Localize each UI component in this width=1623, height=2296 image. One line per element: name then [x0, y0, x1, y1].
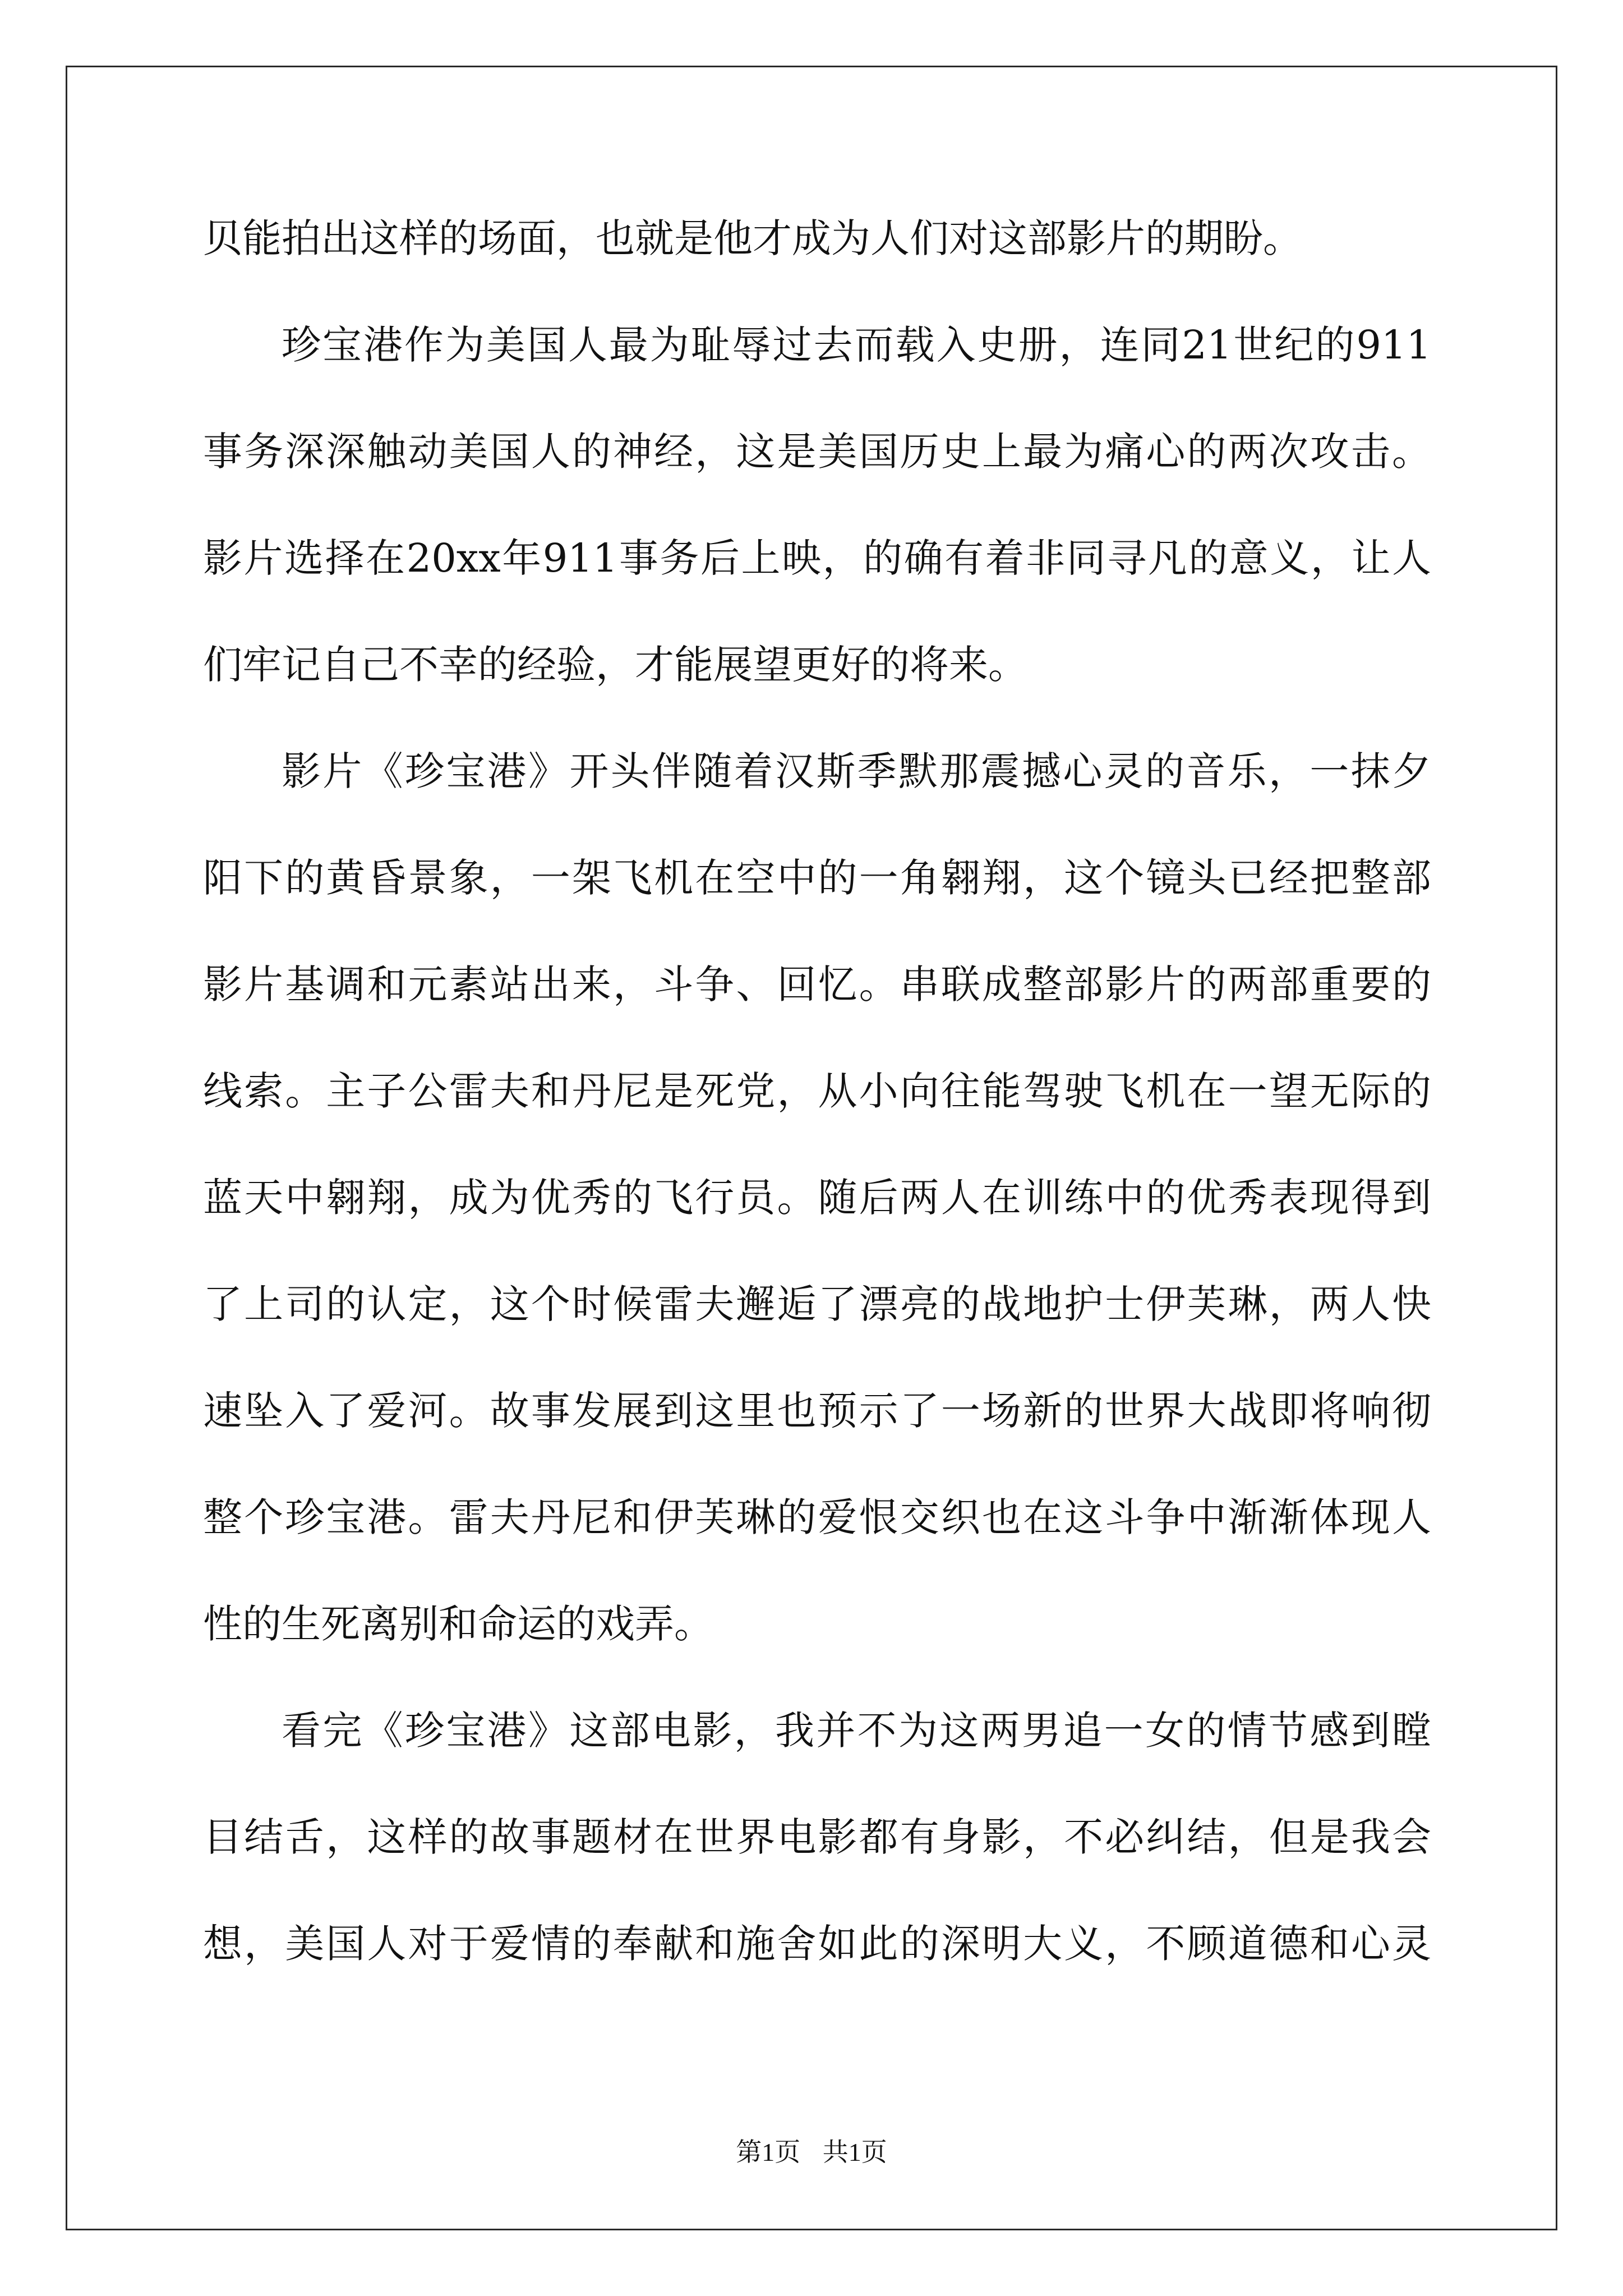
text-line: 速坠入了爱河。故事发展到这里也预示了一场新的世界大战即将响彻 [203, 1388, 1431, 1434]
text-line: 影片选择在20xx年911事务后上映，的确有着非同寻凡的意义，让人 [203, 535, 1431, 581]
text-line: 看完《珍宝港》这部电影，我并不为这两男追一女的情节感到瞠 [282, 1708, 1431, 1754]
text-line: 整个珍宝港。雷夫丹尼和伊芙琳的爱恨交织也在这斗争中渐渐体现人 [203, 1494, 1431, 1540]
page-total: 共1页 [822, 2138, 887, 2166]
text-line: 们牢记自己不幸的经验，才能展望更好的将来。 [203, 642, 1027, 688]
text-line: 性的生死离别和命运的戏弄。 [203, 1601, 713, 1647]
text-line: 线索。主子公雷夫和丹尼是死党，从小向往能驾驶飞机在一望无际的 [203, 1068, 1431, 1114]
text-line: 珍宝港作为美国人最为耻辱过去而载入史册，连同21世纪的911 [282, 322, 1431, 368]
text-line: 了上司的认定，这个时候雷夫邂逅了漂亮的战地护士伊芙琳，两人快 [203, 1281, 1431, 1327]
text-line: 影片基调和元素站出来，斗争、回忆。串联成整部影片的两部重要的 [203, 961, 1431, 1007]
text-line: 蓝天中翱翔，成为优秀的飞行员。随后两人在训练中的优秀表现得到 [203, 1175, 1431, 1221]
text-line: 事务深深触动美国人的神经，这是美国历史上最为痛心的两次攻击。 [203, 429, 1431, 475]
text-line: 目结舌，这样的故事题材在世界电影都有身影，不必纠结，但是我会 [203, 1814, 1431, 1860]
text-line: 影片《珍宝港》开头伴随着汉斯季默那震撼心灵的音乐，一抹夕 [282, 748, 1431, 794]
page-footer [0, 2132, 1623, 2169]
text-line: 想，美国人对于爱情的奉献和施舍如此的深明大义，不顾道德和心灵 [203, 1921, 1431, 1967]
text-line: 贝能拍出这样的场面，也就是他才成为人们对这部影片的期盼。 [203, 215, 1302, 261]
text-line: 阳下的黄昏景象，一架飞机在空中的一角翱翔，这个镜头已经把整部 [203, 855, 1431, 901]
document-body [203, 208, 1431, 2019]
page-number: 第1页 [736, 2138, 801, 2166]
